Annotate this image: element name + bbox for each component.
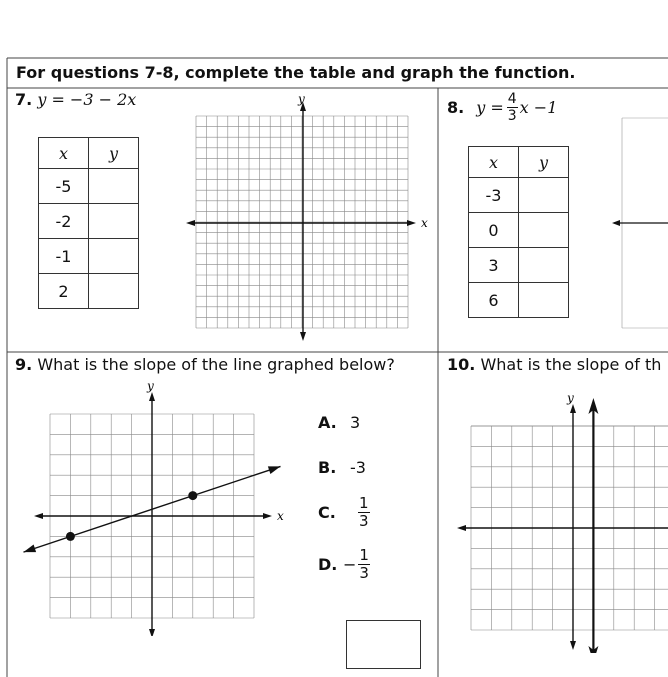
col-x-header: x: [469, 147, 519, 178]
y-axis-down-arrow: [149, 629, 155, 636]
question-8: [447, 92, 557, 123]
choice-label: A.: [318, 413, 337, 432]
numerator: 4: [507, 91, 517, 107]
y-axis-down-arrow: [570, 641, 576, 650]
choice-c[interactable]: [318, 496, 370, 529]
y-axis-label: y: [567, 391, 574, 405]
col-x-header: x: [39, 138, 89, 169]
choice-label: D.: [318, 555, 338, 574]
q7-coordinate-grid[interactable]: [180, 90, 430, 345]
equation-fraction: [507, 92, 518, 123]
grid-lines: [196, 116, 408, 328]
x-axis-label: x: [421, 216, 428, 230]
y-cell-empty[interactable]: [89, 239, 139, 274]
x-cell: -5: [39, 169, 89, 204]
question-text: What is the slope of th: [480, 355, 662, 374]
line-arrow-left: [23, 545, 36, 553]
numerator: 1: [359, 546, 369, 564]
x-axis-left-arrow: [34, 513, 43, 519]
line-arrow-right: [268, 466, 281, 474]
q8-coordinate-grid-partial[interactable]: [608, 110, 668, 332]
point-marker: [66, 532, 75, 541]
y-axis-label: y: [298, 92, 305, 106]
x-axis-left-arrow: [457, 525, 466, 531]
y-axis-down-arrow: [300, 332, 306, 341]
denominator: 3: [359, 564, 369, 582]
choice-label: B.: [318, 458, 337, 477]
y-axis-up-arrow: [570, 404, 576, 413]
point-marker: [188, 491, 197, 500]
question-10: [447, 355, 661, 374]
choice-sign: −: [343, 555, 357, 574]
x-cell: 6: [469, 283, 519, 318]
x-cell: 0: [469, 213, 519, 248]
x-cell: -1: [39, 239, 89, 274]
instructions-header: For questions 7-8, complete the table and graph the function.: [16, 63, 576, 82]
x-cell: -2: [39, 204, 89, 239]
x-cell: 3: [469, 248, 519, 283]
choice-d[interactable]: [318, 548, 370, 581]
y-cell-empty[interactable]: [89, 204, 139, 239]
question-number: 7.: [15, 90, 33, 109]
y-axis-label: y: [147, 379, 154, 393]
question-number: 10.: [447, 355, 476, 374]
col-y-header: y: [519, 147, 569, 178]
numerator: 1: [359, 494, 369, 512]
question-number: 9.: [15, 355, 33, 374]
choice-label: C.: [318, 503, 336, 522]
x-axis-left-arrow: [186, 220, 195, 226]
question-number: 8.: [447, 98, 465, 117]
q10-coordinate-grid-partial: [455, 388, 668, 653]
y-cell-empty[interactable]: [89, 169, 139, 204]
question-7: [15, 90, 136, 109]
x-axis-right-arrow: [407, 220, 416, 226]
choice-value: -3: [350, 458, 366, 477]
question-9: [15, 355, 395, 374]
y-cell-empty[interactable]: [519, 248, 569, 283]
choice-b[interactable]: [318, 458, 366, 477]
y-cell-empty[interactable]: [519, 283, 569, 318]
question-text: What is the slope of the line graphed below?: [37, 355, 395, 374]
choice-a[interactable]: [318, 413, 360, 432]
denominator: 3: [359, 512, 369, 530]
y-cell-empty[interactable]: [89, 274, 139, 309]
x-cell: -3: [469, 178, 519, 213]
y-cell-empty[interactable]: [519, 213, 569, 248]
choice-fraction: [358, 548, 370, 581]
q9-coordinate-grid: [20, 376, 290, 636]
x-axis-right-arrow: [263, 513, 272, 519]
equation: y = −3 − 2x: [37, 90, 137, 109]
equation-rhs: x −1: [519, 98, 558, 117]
choice-fraction: [358, 496, 370, 529]
choice-value: 3: [350, 413, 361, 432]
y-cell-empty[interactable]: [519, 178, 569, 213]
q8-table: [468, 146, 569, 318]
q7-table: [38, 137, 139, 309]
equation-lhs: y =: [476, 98, 504, 117]
col-y-header: y: [89, 138, 139, 169]
denominator: 3: [507, 108, 517, 124]
x-cell: 2: [39, 274, 89, 309]
x-axis-label: x: [277, 509, 284, 523]
answer-box[interactable]: [346, 620, 421, 669]
y-axis-up-arrow: [149, 392, 155, 401]
